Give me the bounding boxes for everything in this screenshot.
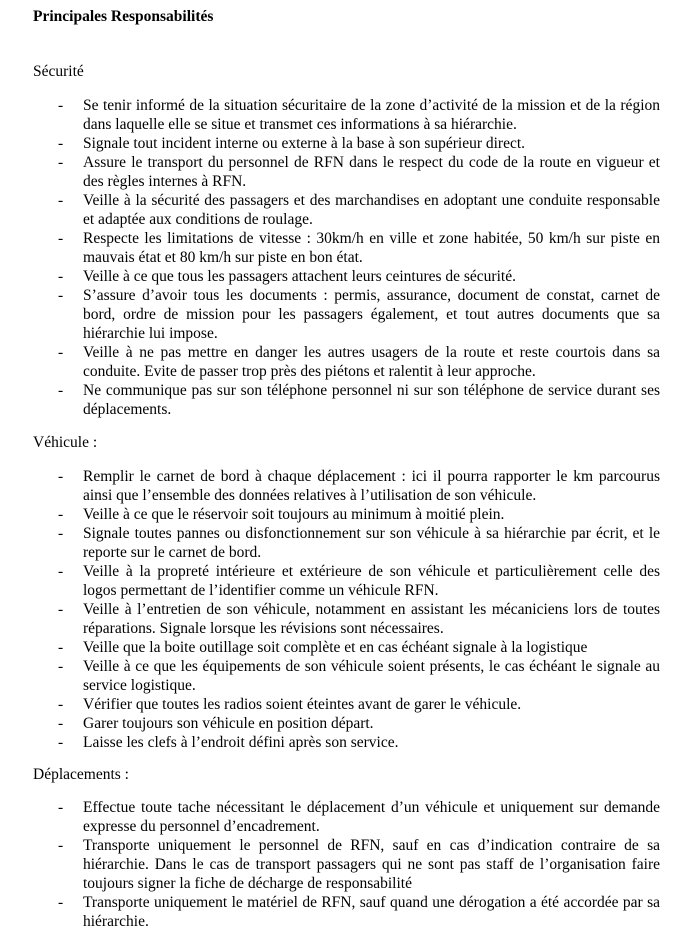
bullet-dash: - (58, 696, 64, 713)
deplacements-list (0, 798, 700, 931)
bullet-dash: - (58, 563, 64, 580)
list-item (0, 714, 700, 733)
list-item (0, 134, 700, 153)
list-item-text: Veille que la boite outillage soit complète et en cas échéant signale à la logistique (83, 639, 588, 656)
bullet-dash: - (58, 894, 64, 911)
list-item-text: Veille à la propreté intérieure et extérieure de son véhicule et particulièrement celle des logos permettant de l’identifier comme un véhicule RFN. (83, 563, 660, 599)
document-title: Principales Responsabilités (33, 8, 214, 25)
list-item (0, 505, 700, 524)
bullet-dash: - (58, 287, 64, 304)
bullet-dash: - (58, 468, 64, 485)
list-item-text: Veille à ce que tous les passagers attachent leurs ceintures de sécurité. (83, 268, 516, 285)
list-item (0, 733, 700, 752)
list-item-text: Se tenir informé de la situation sécuritaire de la zone d’activité de la mission et de la région dans laquelle elle se situe et transmet ces informations à sa hiérarchie. (83, 97, 660, 133)
list-item-text: Veille à la sécurité des passagers et des marchandises en adoptant une conduite responsable et adaptée aux conditions de roulage. (83, 192, 660, 228)
list-item-text: Veille à ce que les équipements de son véhicule soient présents, le cas échéant le signale au service logistique. (83, 658, 660, 694)
list-item (0, 695, 700, 714)
list-item (0, 267, 700, 286)
bullet-dash: - (58, 734, 64, 751)
list-item-text: Remplir le carnet de bord à chaque déplacement : ici il pourra rapporter le km parcourus ainsi que l’ensemble des données relatives à l’utilisation de son véhicule. (83, 468, 660, 504)
list-item-text: Garer toujours son véhicule en position départ. (83, 715, 374, 732)
list-item-text: Effectue toute tache nécessitant le déplacement d’un véhicule et uniquement sur demande expresse du personnel d’encadrement. (83, 799, 660, 835)
list-item (0, 96, 700, 134)
list-item-text: Ne communique pas sur son téléphone personnel ni sur son téléphone de service durant ses déplacements. (83, 382, 660, 418)
list-item-text: Transporte uniquement le personnel de RFN, sauf en cas d’indication contraire de sa hiérarchie. Dans le cas de transport passagers qui ne sont pas staff de l’organisation faire toujours signer la fiche de décharge de responsabilité (83, 837, 660, 892)
list-item (0, 229, 700, 267)
list-item-text: Veille à ne pas mettre en danger les autres usagers de la route et reste courtois dans sa conduite. Evite de passer trop près des piétons et ralentit à leur approche. (83, 344, 660, 380)
bullet-dash: - (58, 344, 64, 361)
vehicule-list (0, 467, 700, 752)
list-item-text: Veille à ce que le réservoir soit toujours au minimum à moitié plein. (83, 506, 505, 523)
list-item (0, 562, 700, 600)
list-item-text: Transporte uniquement le matériel de RFN, sauf quand une dérogation a été accordée par sa hiérarchie. (83, 894, 660, 930)
bullet-dash: - (58, 639, 64, 656)
section-heading-securite: Sécurité (33, 63, 84, 80)
bullet-dash: - (58, 382, 64, 399)
list-item (0, 467, 700, 505)
bullet-dash: - (58, 506, 64, 523)
list-item (0, 893, 700, 931)
list-item-text: Assure le transport du personnel de RFN dans le respect du code de la route en vigueur et des règles internes à RFN. (83, 154, 660, 190)
list-item-text: Veille à l’entretien de son véhicule, notamment en assistant les mécaniciens lors de toutes réparations. Signale lorsque les révisions sont nécessaires. (83, 601, 660, 637)
bullet-dash: - (58, 799, 64, 816)
list-item (0, 638, 700, 657)
list-item-text: Respecte les limitations de vitesse : 30km/h en ville et zone habitée, 50 km/h sur piste en mauvais état et 80 km/h sur piste en bon état. (83, 230, 660, 266)
list-item-text: Vérifier que toutes les radios soient éteintes avant de garer le véhicule. (83, 696, 522, 713)
list-item-text: S’assure d’avoir tous les documents : permis, assurance, document de constat, carnet de bord, ordre de mission pour les passagers également, et tout autres documents que sa hiérarchie lui impose. (83, 287, 660, 342)
list-item (0, 524, 700, 562)
list-item-text: Laisse les clefs à l’endroit défini après son service. (83, 734, 399, 751)
list-item (0, 191, 700, 229)
bullet-dash: - (58, 230, 64, 247)
securite-list (0, 96, 700, 419)
list-item (0, 798, 700, 836)
bullet-dash: - (58, 715, 64, 732)
bullet-dash: - (58, 837, 64, 854)
bullet-dash: - (58, 525, 64, 542)
list-item (0, 153, 700, 191)
bullet-dash: - (58, 154, 64, 171)
section-heading-deplacements: Déplacements : (33, 766, 129, 783)
bullet-dash: - (58, 658, 64, 675)
list-item-text: Signale tout incident interne ou externe à la base à son supérieur direct. (83, 135, 526, 152)
bullet-dash: - (58, 601, 64, 618)
bullet-dash: - (58, 268, 64, 285)
bullet-dash: - (58, 192, 64, 209)
list-item-text: Signale toutes pannes ou disfonctionnement sur son véhicule à sa hiérarchie par écrit, et le reporte sur le carnet de bord. (83, 525, 660, 561)
list-item (0, 286, 700, 343)
bullet-dash: - (58, 135, 64, 152)
section-heading-vehicule: Véhicule : (33, 434, 98, 451)
list-item (0, 600, 700, 638)
list-item (0, 657, 700, 695)
list-item (0, 343, 700, 381)
list-item (0, 381, 700, 419)
bullet-dash: - (58, 97, 64, 114)
list-item (0, 836, 700, 893)
